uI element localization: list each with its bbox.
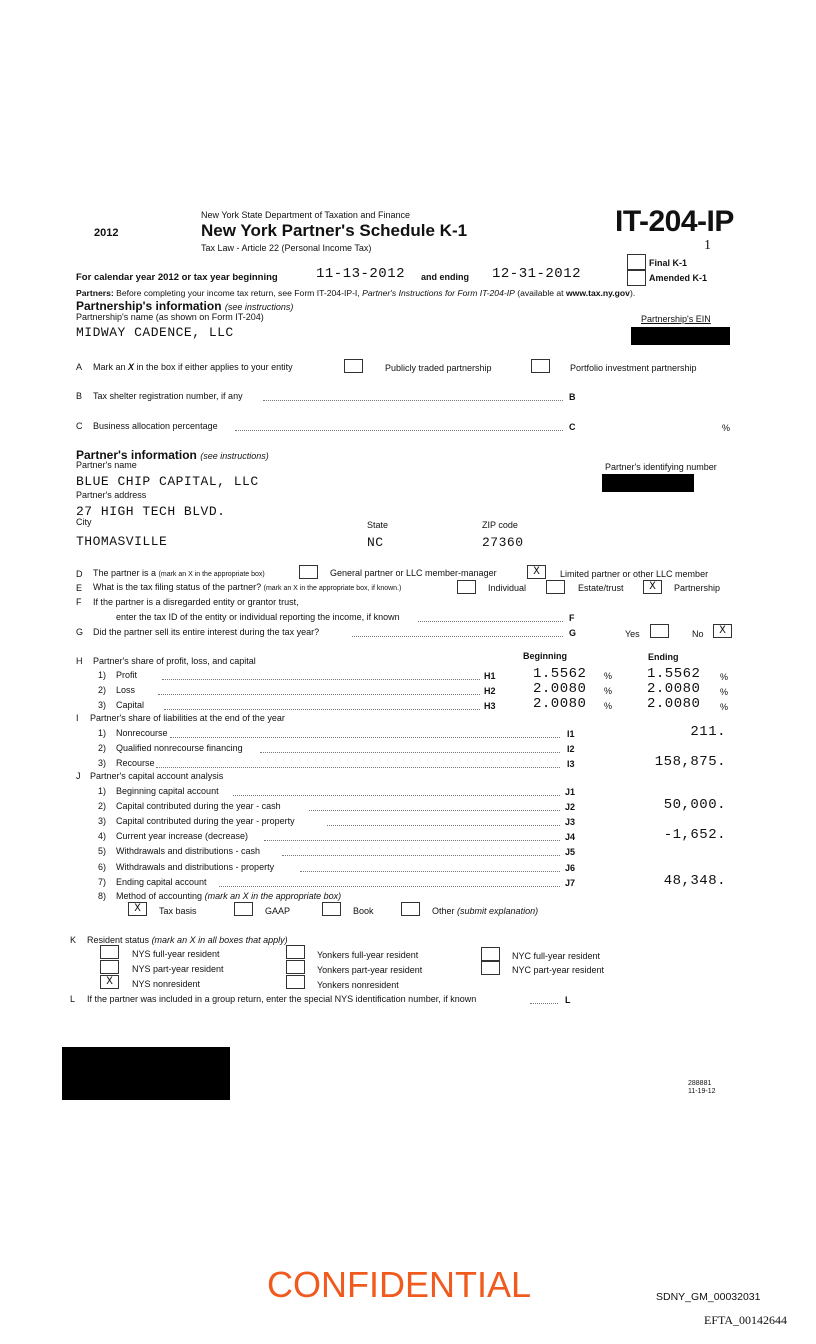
- line-b-leader: [263, 400, 563, 401]
- partner-id-label: Partner's identifying number: [605, 462, 717, 472]
- row-num: 5): [98, 846, 107, 857]
- line-l-letter: L: [70, 994, 76, 1004]
- period-end[interactable]: 12-31-2012: [492, 266, 582, 282]
- partner-address-label: Partner's address: [76, 490, 147, 500]
- row-leader: [170, 737, 561, 738]
- row-label: Recourse: [116, 758, 155, 768]
- liability-value[interactable]: 158,875.: [654, 754, 726, 770]
- ending-percent: %: [720, 672, 729, 682]
- row-label: Loss: [116, 685, 136, 695]
- other-label: Other (submit explanation): [432, 906, 539, 916]
- row-label: Capital contributed during the year - property: [116, 816, 295, 827]
- gaap-label: GAAP: [265, 906, 291, 916]
- row-num: 2): [98, 743, 107, 753]
- tax-basis-checkbox[interactable]: X: [128, 902, 147, 916]
- beginning-percent: %: [604, 701, 613, 711]
- bates-number-sdny: SDNY_GM_00032031: [656, 1291, 761, 1303]
- yonkers-full-year-checkbox[interactable]: [286, 945, 305, 959]
- form-revision-date: 11-19-12: [688, 1088, 716, 1095]
- line-c-code: C: [569, 422, 576, 432]
- row-code: J6: [565, 862, 576, 873]
- and-ending-label: and ending: [421, 272, 469, 282]
- row-code: J5: [565, 847, 576, 858]
- estate-trust-checkbox[interactable]: [546, 580, 565, 594]
- line-e-text: What is the tax filing status of the partner? (mark an X in the appropriate box, if known.): [93, 582, 402, 592]
- liability-value[interactable]: 211.: [690, 724, 726, 740]
- row-code: J7: [565, 877, 576, 888]
- general-partner-label: General partner or LLC member-manager: [330, 568, 497, 578]
- nys-part-year-label: NYS part-year resident: [132, 964, 224, 974]
- yonkers-part-year-checkbox[interactable]: [286, 960, 305, 974]
- row-leader: [309, 810, 560, 811]
- partnership-ein-label: Partnership's EIN: [641, 314, 711, 324]
- nyc-full-year-label: NYC full-year resident: [512, 951, 601, 961]
- row-leader: [158, 694, 480, 695]
- line-b-text: Tax shelter registration number, if any: [93, 391, 243, 401]
- row-label: Profit: [116, 670, 138, 680]
- row-leader: [264, 840, 560, 841]
- sold-no-checkbox[interactable]: X: [713, 624, 732, 638]
- nys-nonresident-label: NYS nonresident: [132, 979, 201, 989]
- ending-percent: %: [720, 702, 729, 712]
- sold-yes-label: Yes: [625, 629, 640, 639]
- row-num: 7): [98, 876, 107, 887]
- state-label: State: [367, 520, 389, 530]
- capital-value[interactable]: 50,000.: [663, 797, 726, 814]
- row-label: Capital: [116, 700, 145, 710]
- ending-percent: %: [720, 687, 729, 697]
- book-label: Book: [353, 906, 374, 916]
- portfolio-investment-checkbox[interactable]: [531, 359, 550, 373]
- tax-basis-label: Tax basis: [159, 906, 197, 916]
- method-text: Method of accounting (mark an X in the appropriate box): [116, 891, 342, 901]
- line-f-code: F: [569, 613, 575, 623]
- beginning-value[interactable]: 2.0080: [533, 696, 587, 712]
- partner-state[interactable]: NC: [367, 535, 384, 550]
- nyc-part-year-label: NYC part-year resident: [512, 965, 605, 975]
- partnership-name[interactable]: MIDWAY CADENCE, LLC: [76, 325, 234, 340]
- redacted-block: [62, 1047, 230, 1100]
- partner-city[interactable]: THOMASVILLE: [76, 534, 168, 549]
- row-code: I3: [567, 759, 575, 769]
- period-begin[interactable]: 11-13-2012: [316, 266, 406, 282]
- line-a-letter: A: [76, 362, 83, 372]
- row-num: 6): [98, 861, 107, 872]
- row-leader: [300, 871, 560, 872]
- ending-value[interactable]: 2.0080: [647, 696, 701, 712]
- line-i-text: Partner's share of liabilities at the end of the year: [90, 713, 285, 723]
- period-label: For calendar year 2012 or tax year beginning: [76, 272, 278, 283]
- beginning-value[interactable]: 1.5562: [533, 666, 587, 682]
- row-num: 3): [98, 700, 107, 710]
- individual-checkbox[interactable]: [457, 580, 476, 594]
- line-h-letter: H: [76, 656, 83, 666]
- row-code: J4: [565, 832, 576, 843]
- method-num: 8): [98, 891, 107, 901]
- line-c-text: Business allocation percentage: [93, 421, 218, 431]
- line-k-text: Resident status (mark an X in all boxes that apply): [87, 935, 288, 945]
- line-l-code: L: [565, 995, 571, 1005]
- redacted-partner-id: [602, 474, 694, 492]
- beginning-percent: %: [604, 671, 613, 681]
- row-num: 2): [98, 685, 107, 695]
- form-number: IT-204-IP: [615, 205, 734, 238]
- nyc-full-year-checkbox[interactable]: [481, 947, 500, 961]
- row-code: J3: [565, 817, 576, 828]
- partnership-name-label: Partnership's name (as shown on Form IT-204): [76, 312, 264, 322]
- partner-name-label: Partner's name: [76, 460, 137, 470]
- row-leader: [327, 825, 560, 826]
- row-num: 1): [98, 728, 107, 738]
- yonkers-full-year-label: Yonkers full-year resident: [317, 950, 419, 960]
- publicly-traded-checkbox[interactable]: [344, 359, 363, 373]
- confidential-stamp: CONFIDENTIAL: [267, 1264, 532, 1305]
- ending-heading: Ending: [648, 652, 679, 662]
- line-j-text: Partner's capital account analysis: [90, 771, 224, 781]
- row-leader: [260, 752, 561, 753]
- nyc-part-year-checkbox[interactable]: [481, 961, 500, 975]
- row-num: 4): [98, 831, 107, 842]
- individual-label: Individual: [488, 583, 527, 593]
- line-l-text: If the partner was included in a group return, enter the special NYS identification number, if known: [87, 994, 477, 1004]
- zip-label: ZIP code: [482, 520, 518, 530]
- form-code: 288881: [688, 1080, 712, 1087]
- partners-instructions-note: Partners: Before completing your income tax return, see Form IT-204-IP-I, Partner's Instructions for Form IT-204-IP (available at www.tax.ny.gov).: [76, 288, 636, 298]
- row-num: 3): [98, 816, 107, 827]
- other-checkbox[interactable]: [401, 902, 420, 916]
- redacted-ein: [631, 327, 730, 345]
- partner-zip[interactable]: 27360: [482, 535, 524, 550]
- tax-law-text: Tax Law - Article 22 (Personal Income Tax): [201, 243, 372, 253]
- row-label: Nonrecourse: [116, 728, 168, 738]
- line-g-leader: [352, 636, 563, 637]
- line-b-letter: B: [76, 391, 83, 401]
- department-name: New York State Department of Taxation and Finance: [201, 210, 410, 220]
- estate-trust-label: Estate/trust: [578, 583, 624, 593]
- row-label: Capital contributed during the year - cash: [116, 801, 281, 812]
- row-label: Qualified nonrecourse financing: [116, 743, 243, 753]
- row-num: 1): [98, 670, 107, 680]
- row-leader: [162, 679, 480, 680]
- page-number: 1: [704, 238, 711, 253]
- line-f-text2: enter the tax ID of the entity or individual reporting the income, if known: [116, 612, 400, 622]
- publicly-traded-label: Publicly traded partnership: [385, 363, 492, 373]
- row-leader: [156, 767, 560, 768]
- partner-name[interactable]: BLUE CHIP CAPITAL, LLC: [76, 474, 259, 489]
- yonkers-nonresident-checkbox[interactable]: [286, 975, 305, 989]
- capital-value[interactable]: -1,652.: [663, 827, 726, 844]
- line-d-letter: D: [76, 569, 83, 579]
- row-code: H1: [484, 671, 496, 681]
- line-l-leader: [530, 1003, 558, 1004]
- yonkers-nonresident-label: Yonkers nonresident: [317, 980, 399, 990]
- row-leader: [233, 795, 561, 796]
- line-f-text1: If the partner is a disregarded entity or grantor trust,: [93, 597, 299, 607]
- line-d-text: The partner is a (mark an X in the appropriate box): [93, 568, 265, 578]
- row-code: H3: [484, 701, 496, 711]
- limited-partner-label: Limited partner or other LLC member: [560, 569, 709, 579]
- line-g-code: G: [569, 628, 577, 638]
- final-k1-checkbox[interactable]: [627, 254, 646, 270]
- amended-k1-label: Amended K-1: [649, 273, 708, 283]
- beginning-value[interactable]: 2.0080: [533, 681, 587, 697]
- partner-info-heading: Partner's information (see instructions): [76, 448, 269, 462]
- nys-nonresident-checkbox[interactable]: X: [100, 975, 119, 989]
- final-k1-label: Final K-1: [649, 258, 688, 268]
- ending-value[interactable]: 1.5562: [647, 666, 701, 682]
- line-c-leader: [235, 430, 563, 431]
- tax-year: 2012: [94, 227, 119, 239]
- beginning-percent: %: [604, 686, 613, 696]
- line-c-letter: C: [76, 421, 83, 431]
- partnership-status-label: Partnership: [674, 583, 721, 593]
- sold-yes-checkbox[interactable]: [650, 624, 669, 638]
- portfolio-investment-label: Portfolio investment partnership: [570, 363, 697, 373]
- row-leader: [282, 855, 560, 856]
- row-label: Ending capital account: [116, 876, 207, 887]
- line-e-letter: E: [76, 583, 83, 593]
- row-num: 2): [98, 801, 107, 812]
- ending-value[interactable]: 2.0080: [647, 681, 701, 697]
- form-title: New York Partner's Schedule K-1: [201, 221, 468, 240]
- row-label: Current year increase (decrease): [116, 831, 249, 842]
- row-code: J2: [565, 802, 576, 813]
- line-i-letter: I: [76, 713, 79, 723]
- limited-partner-checkbox[interactable]: X: [527, 565, 546, 579]
- yonkers-part-year-label: Yonkers part-year resident: [317, 965, 423, 975]
- line-c-percent: %: [722, 423, 731, 433]
- row-code: I1: [567, 729, 575, 739]
- beginning-heading: Beginning: [523, 651, 567, 661]
- partner-address[interactable]: 27 HIGH TECH BLVD.: [76, 504, 226, 519]
- city-label: City: [76, 517, 92, 527]
- row-code: H2: [484, 686, 496, 696]
- line-j-letter: J: [76, 771, 81, 781]
- bates-number-efta: EFTA_00142644: [704, 1313, 788, 1327]
- row-label: Beginning capital account: [116, 786, 219, 796]
- nys-full-year-label: NYS full-year resident: [132, 949, 220, 959]
- line-f-letter: F: [76, 597, 82, 607]
- sold-no-label: No: [692, 629, 704, 639]
- row-label: Withdrawals and distributions - cash: [116, 846, 261, 857]
- general-partner-checkbox[interactable]: [299, 565, 318, 579]
- nys-full-year-checkbox[interactable]: [100, 945, 119, 959]
- line-a-text: Mark an X in the box if either applies to your entity: [93, 362, 293, 372]
- row-code: I2: [567, 744, 575, 754]
- line-g-letter: G: [76, 627, 84, 637]
- line-g-text: Did the partner sell its entire interest during the tax year?: [93, 627, 320, 637]
- row-num: 1): [98, 786, 107, 796]
- partnership-info-heading: Partnership's information (see instructions): [76, 299, 294, 313]
- line-f-leader: [418, 621, 563, 622]
- line-h-text: Partner's share of profit, loss, and capital: [93, 656, 256, 666]
- book-checkbox[interactable]: [322, 902, 341, 916]
- partnership-status-checkbox[interactable]: X: [643, 580, 662, 594]
- row-leader: [164, 709, 480, 710]
- row-num: 3): [98, 758, 107, 768]
- amended-k1-checkbox[interactable]: [627, 270, 646, 286]
- capital-value[interactable]: 48,348.: [663, 872, 726, 889]
- nys-part-year-checkbox[interactable]: [100, 960, 119, 974]
- gaap-checkbox[interactable]: [234, 902, 253, 916]
- line-k-letter: K: [70, 935, 77, 945]
- row-label: Withdrawals and distributions - property: [116, 861, 275, 872]
- row-leader: [219, 886, 560, 887]
- line-b-code: B: [569, 392, 576, 402]
- row-code: J1: [565, 787, 576, 797]
